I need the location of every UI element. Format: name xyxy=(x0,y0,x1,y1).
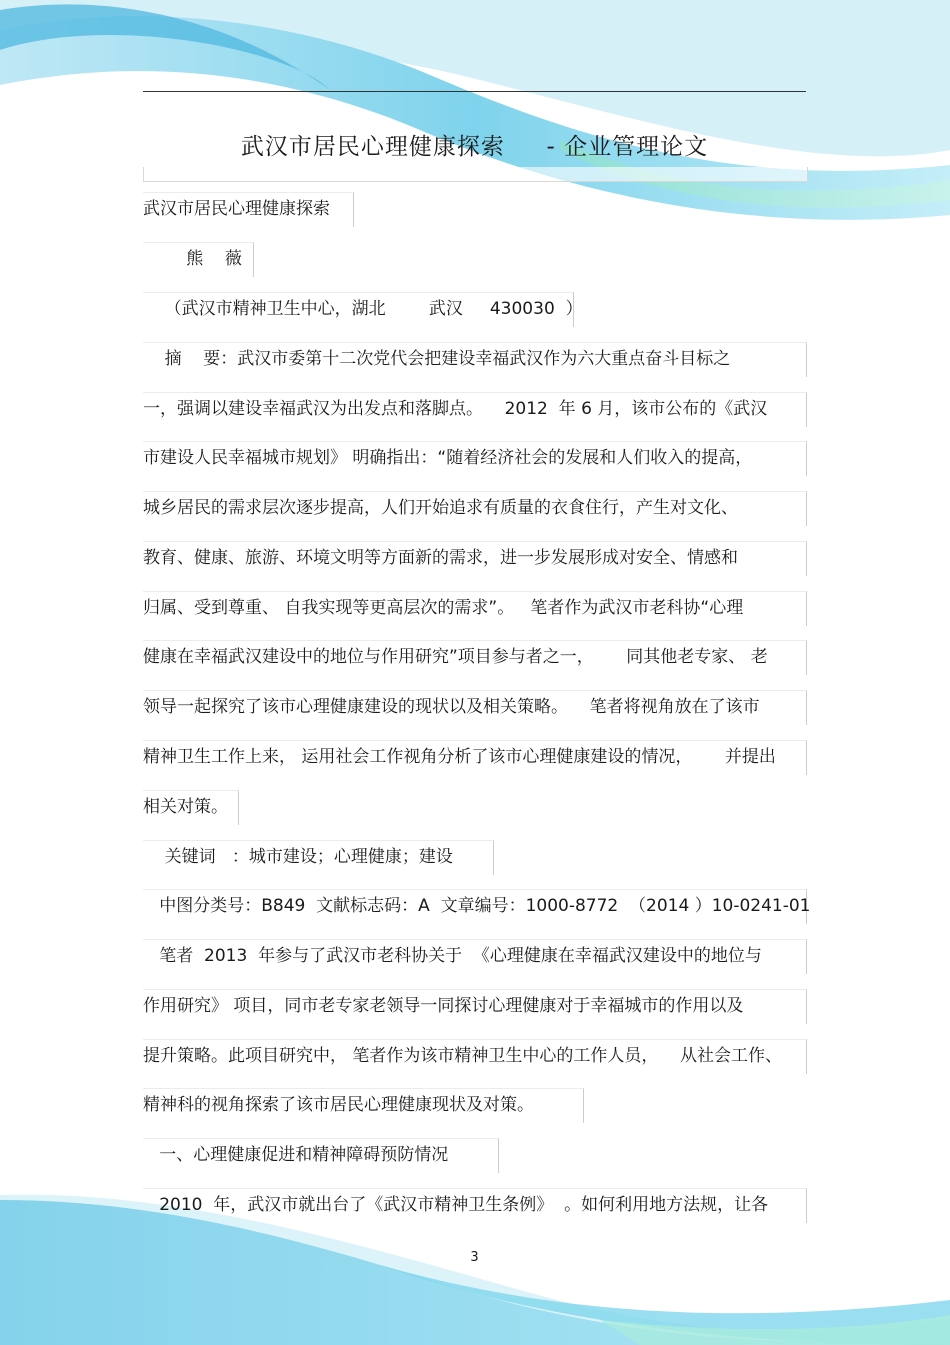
author-name: 熊 薇 xyxy=(143,249,242,269)
body-line: 笔者 2013 年参与了武汉市老科协关于 《心理健康在幸福武汉建设中的地位与 xyxy=(143,946,762,966)
body-line: 精神科的视角探索了该市居民心理健康现状及对策。 xyxy=(143,1095,534,1115)
abstract-line: 城乡居民的需求层次逐步提高，人们开始追求有质量的衣食住行，产生对文化、 xyxy=(143,498,738,518)
keywords: 关键词 ：城市建设；心理健康；建设 xyxy=(143,847,453,867)
abstract-line: 健康在幸福武汉建设中的地位与作用研究”项目参与者之一， 同其他老专家、 老 xyxy=(143,647,768,667)
abstract-line: 市建设人民幸福城市规划》 明确指出：“随着经济社会的发展和人们收入的提高， xyxy=(143,448,753,468)
document-title: 武汉市居民心理健康探索 - 企业管理论文 xyxy=(240,134,709,160)
abstract-line: 一，强调以建设幸福武汉为出发点和落脚点。 2012 年 6 月，该市公布的《武汉 xyxy=(143,399,768,419)
abstract-line: 摘 要：武汉市委第十二次党代会把建设幸福武汉作为六大重点奋斗目标之 xyxy=(143,349,731,369)
classification-info: 中图分类号：B849 文献标志码：A 文章编号：1000-8772 （2014 ）10-0241-01 xyxy=(143,896,811,916)
body-line: 2010 年，武汉市就出台了《武汉市精神卫生条例》 。如何利用地方法规，让各 xyxy=(143,1195,769,1215)
abstract-line: 领导一起探究了该市心理健康建设的现状以及相关策略。 笔者将视角放在了该市 xyxy=(143,697,760,717)
header-rule xyxy=(143,91,806,92)
author-affiliation: （武汉市精神卫生中心，湖北 武汉 430030 ） xyxy=(143,299,583,319)
abstract-line: 教育、健康、旅游、环境文明等方面新的需求，进一步发展形成对安全、情感和 xyxy=(143,548,738,568)
section-heading: 一、心理健康促进和精神障碍预防情况 xyxy=(143,1145,449,1165)
body-line: 提升策略。此项目研究中， 笔者作为该市精神卫生中心的工作人员， 从社会工作、 xyxy=(143,1046,783,1066)
abstract-line: 相关对策。 xyxy=(143,797,228,817)
article-heading: 武汉市居民心理健康探索 xyxy=(143,199,330,219)
title-underline-box xyxy=(143,167,808,182)
page-number: 3 xyxy=(470,1250,479,1265)
abstract-line: 精神卫生工作上来， 运用社会工作视角分析了该市心理健康建设的情况， 并提出 xyxy=(143,747,776,767)
body-line: 作用研究》 项目，同市老专家老领导一同探讨心理健康对于幸福城市的作用以及 xyxy=(143,996,744,1016)
abstract-line: 归属、受到尊重、 自我实现等更高层次的需求”。 笔者作为武汉市老科协“心理 xyxy=(143,598,744,618)
